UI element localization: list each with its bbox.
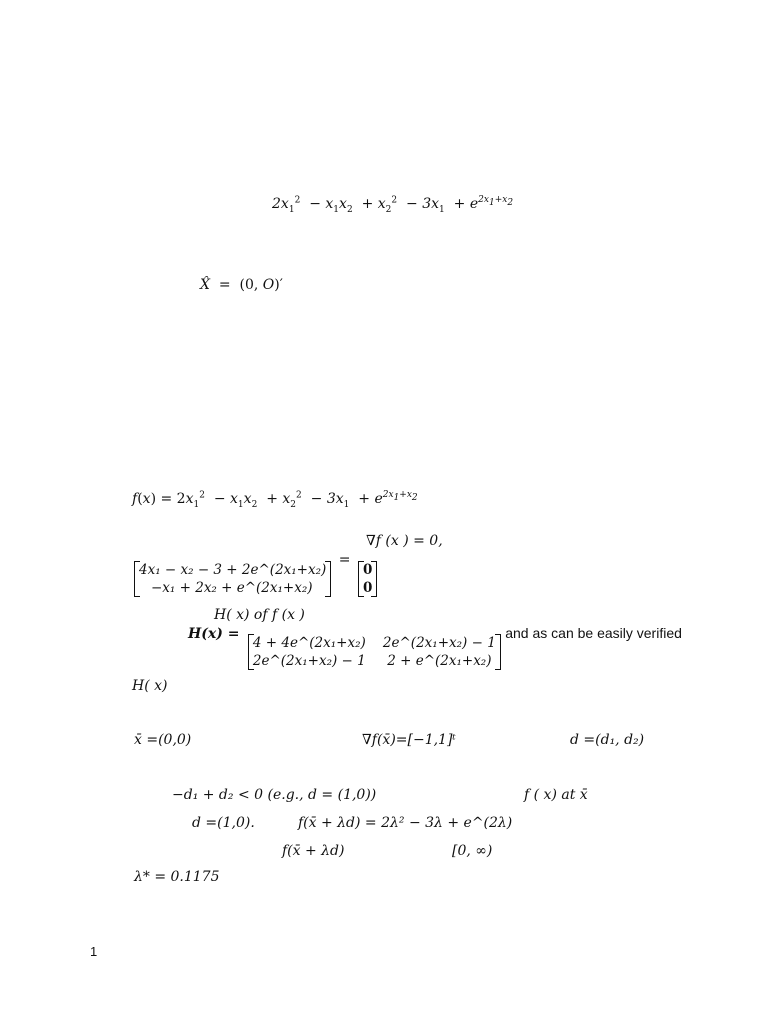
hessian-r1c1: 4 + 4e^(2x₁+x₂) xyxy=(252,635,366,651)
function-definition: $f(x) = 2x_1^2 - x_1x_2 + x_2^2 - 3x_1 + e^{2x_1+x_2}$ xyxy=(132,490,418,510)
line-search-function-ref: f(x̄ + λd) xyxy=(282,843,345,859)
zero-row-2: 0 xyxy=(362,580,373,596)
gradient-zero-condition: ∇f (x ) = 0, xyxy=(366,533,443,549)
page-number: 1 xyxy=(90,944,98,959)
hessian-r2c2: 2 + e^(2x₁+x₂) xyxy=(387,653,492,669)
hessian-hx: H( x) xyxy=(132,678,168,694)
hessian-row-2 xyxy=(253,652,496,670)
gradient-at-x-bar: ∇f(x̄)=[−1,1]ᵗ xyxy=(362,732,456,748)
search-interval: [0, ∞) xyxy=(452,843,493,859)
hessian-trailing-text: and as can be easily verified xyxy=(505,625,682,641)
gradient-vector xyxy=(134,561,331,597)
hessian-r1c2: 2e^(2x₁+x₂) − 1 xyxy=(382,635,496,651)
f-at-x-bar: f ( x) at x̄ xyxy=(524,787,588,803)
hessian-row-1 xyxy=(253,634,496,652)
zero-vector xyxy=(358,561,377,597)
hessian-equation xyxy=(188,625,682,670)
hessian-r2c1: 2e^(2x₁+x₂) − 1 xyxy=(252,653,366,669)
gradient-row-2: −x₁ + 2x₂ + e^(2x₁+x₂) xyxy=(151,580,313,596)
hessian-matrix xyxy=(248,634,501,670)
hessian-label: H( x) of f (x ) xyxy=(214,607,305,623)
line-search-function: f(x̄ + λd) = 2λ² − 3λ + e^(2λ) xyxy=(298,815,513,831)
direction-definition: d =(d₁, d₂) xyxy=(570,732,645,748)
x-bar-definition: x̄ =(0,0) xyxy=(134,732,192,748)
zero-row-1: 0 xyxy=(362,562,373,578)
gradient-row-1: 4x₁ − x₂ − 3 + 2e^(2x₁+x₂) xyxy=(139,562,327,578)
direction-choice: d =(1,0). xyxy=(192,815,255,831)
x-hat-definition: X̂ = (0, O)′ xyxy=(200,277,283,293)
descent-condition: −d₁ + d₂ < 0 (e.g., d = (1,0)) xyxy=(172,787,377,803)
lambda-star-result: λ* = 0.1175 xyxy=(134,869,220,885)
gradient-system: 4x₁ − x₂ − 3 + 2e^(2x₁+x₂) −x₁ + 2x₂ + e^(2x₁+x₂) = 0 0 xyxy=(134,561,377,597)
objective-expression-top: $2x_1^2 - x_1x_2 + x_2^2 - 3x_1 + e^{2x_1+x_2}$ xyxy=(272,195,514,215)
hessian-lhs: H(x) = xyxy=(188,626,240,642)
